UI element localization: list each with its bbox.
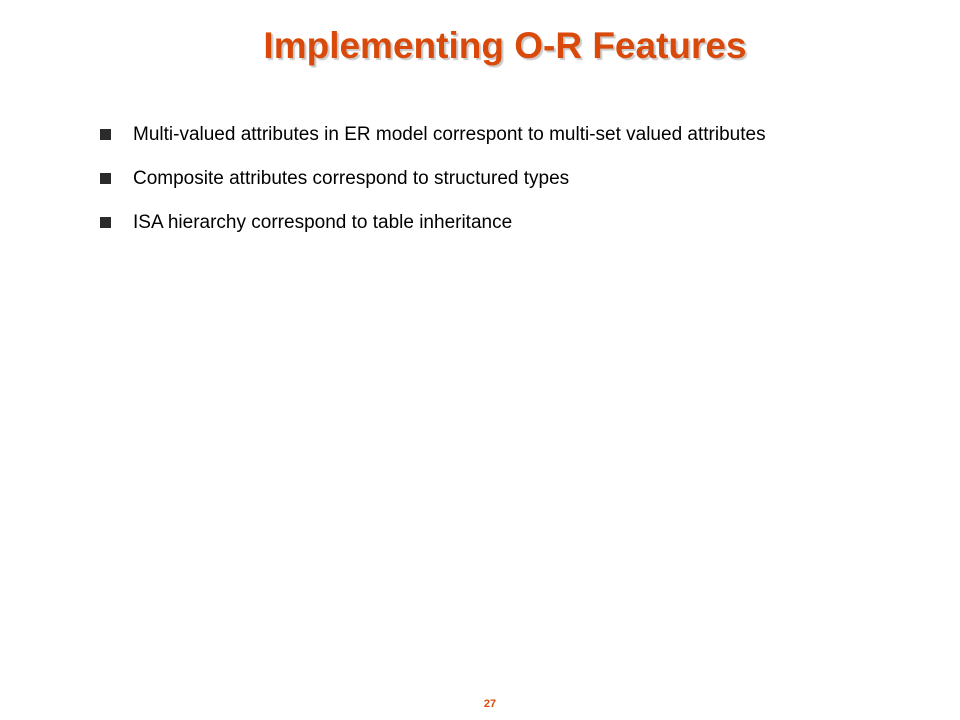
page-number: 27 [483,698,497,710]
slide-title: Implementing O-R Features [263,25,747,66]
square-bullet-icon [100,173,111,184]
bullet-item [98,209,858,236]
bullet-text: Composite attributes correspond to structured types [133,168,570,189]
square-bullet-icon [100,129,111,140]
square-bullet-icon [100,217,111,228]
bullet-text: Multi-valued attributes in ER model correspont to multi-set valued attributes [133,124,766,145]
bullet-item [98,165,858,192]
bullet-item [98,121,858,148]
bullet-text: ISA hierarchy correspond to table inheritance [133,212,513,233]
bullet-list [98,121,858,253]
